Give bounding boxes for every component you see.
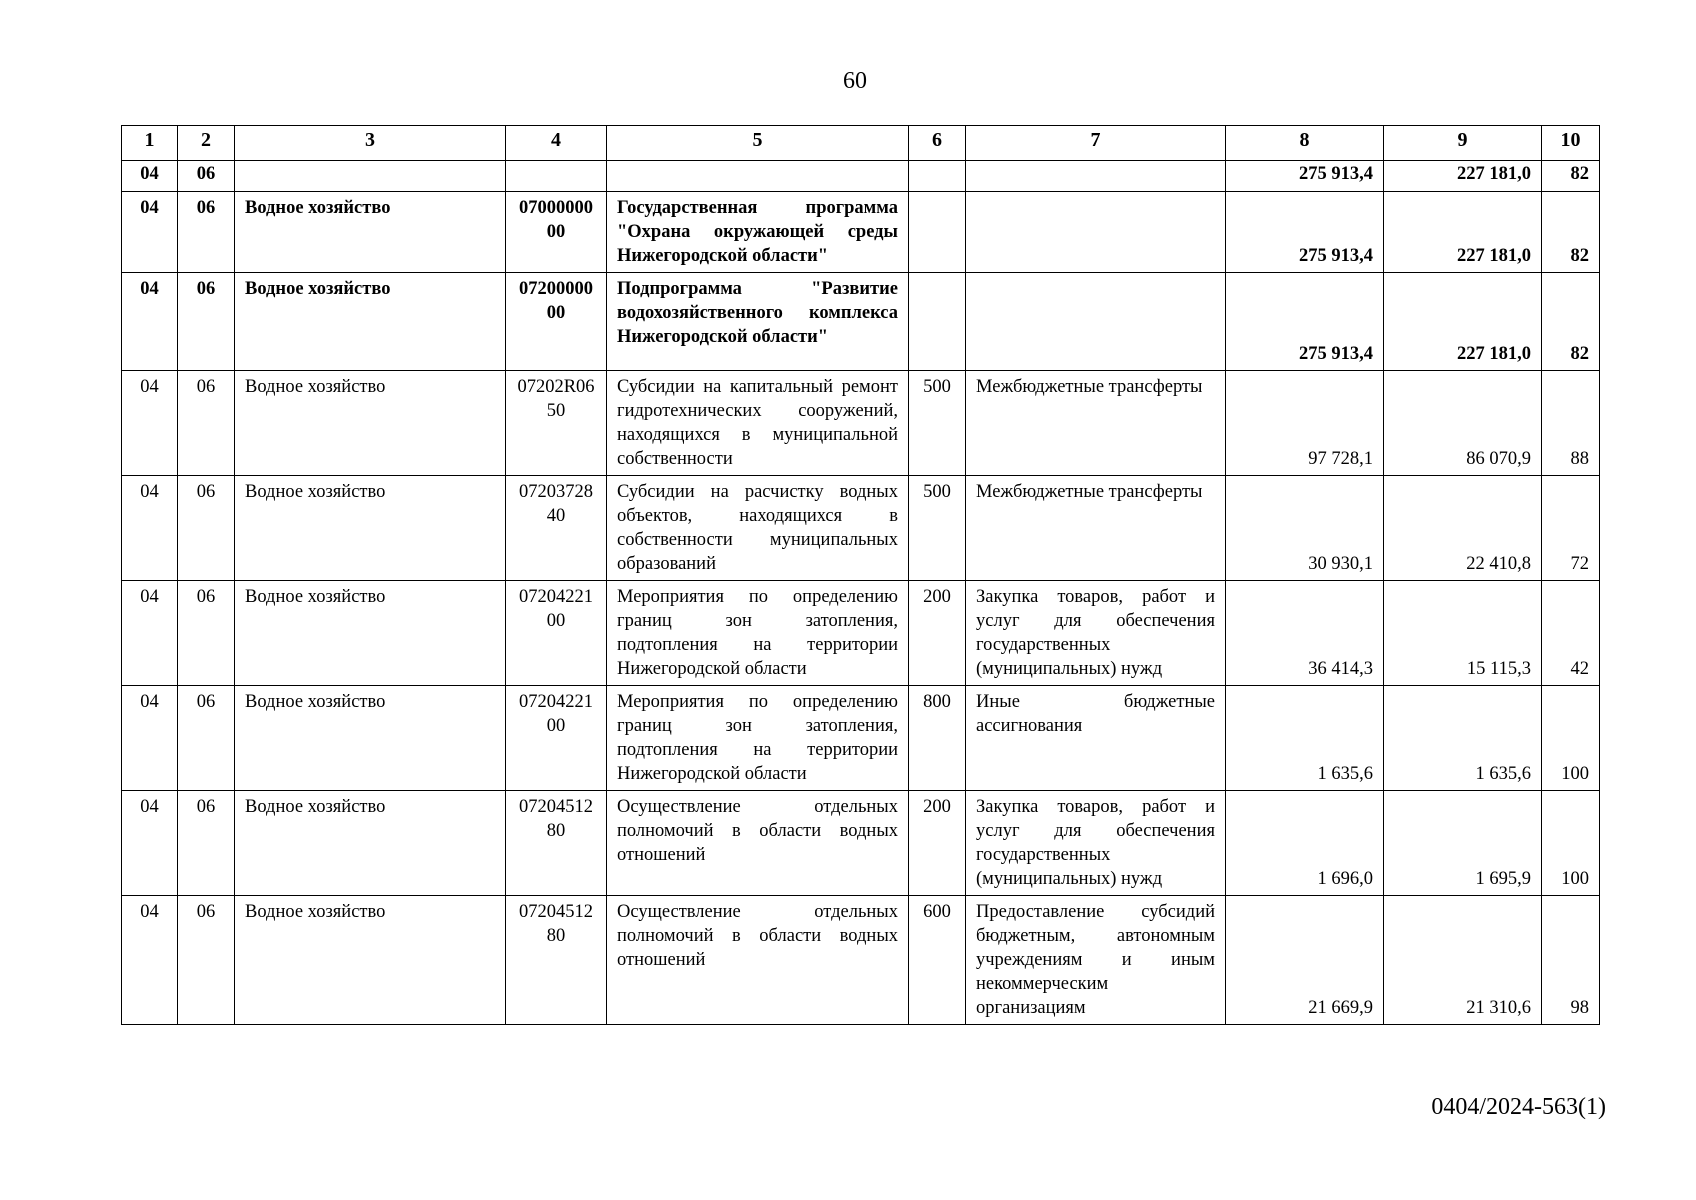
cell-section: 06: [178, 192, 235, 273]
budget-table: [121, 125, 1600, 1025]
page-number: 60: [843, 68, 867, 94]
cell-plan-amount: 36 414,3: [1226, 581, 1384, 686]
cell-actual-amount: 15 115,3: [1384, 581, 1542, 686]
cell-type: Субсидии на расчистку водных объектов, находящихся в собственности муниципальных образований: [607, 476, 909, 581]
cell-section: 06: [178, 476, 235, 581]
cell-purpose: 0720451280: [506, 791, 607, 896]
cell-plan-amount: 21 669,9: [1226, 896, 1384, 1025]
cell-plan-amount: 30 930,1: [1226, 476, 1384, 581]
col-header-3: 3: [235, 126, 506, 161]
cell-execution-percent: 100: [1542, 791, 1600, 896]
cell-ministry-code: Водное хозяйство: [235, 791, 506, 896]
document-code: 0404/2024-563(1): [1431, 1094, 1606, 1120]
cell-section: 06: [178, 161, 235, 192]
cell-expense-type: [966, 192, 1226, 273]
cell-section: 04: [122, 791, 178, 896]
cell-ministry-code: [235, 161, 506, 192]
table-row: [122, 371, 1600, 476]
cell-purpose: 07202R0650: [506, 371, 607, 476]
cell-actual-amount: 227 181,0: [1384, 192, 1542, 273]
cell-purpose: [506, 161, 607, 192]
cell-purpose: 0720422100: [506, 686, 607, 791]
table-row: [122, 896, 1600, 1025]
cell-section: 04: [122, 192, 178, 273]
cell-ministry-code: Водное хозяйство: [235, 686, 506, 791]
cell-actual-amount: 1 635,6: [1384, 686, 1542, 791]
cell-type: Осуществление отдельных полномочий в области водных отношений: [607, 791, 909, 896]
table-row: [122, 192, 1600, 273]
cell-expense-type: Закупка товаров, работ и услуг для обеспечения государственных (муниципальных) нужд: [966, 581, 1226, 686]
cell-plan-amount: 97 728,1: [1226, 371, 1384, 476]
cell-expense-type: [966, 273, 1226, 371]
cell-type: Мероприятия по определению границ зон затопления, подтопления на территории Нижегородской области: [607, 686, 909, 791]
cell-type: Государственная программа "Охрана окружающей среды Нижегородской области": [607, 192, 909, 273]
cell-purpose: 0700000000: [506, 192, 607, 273]
cell-section: 04: [122, 161, 178, 192]
table-row: [122, 476, 1600, 581]
cell-purpose: 0720451280: [506, 896, 607, 1025]
cell-expense-type: Закупка товаров, работ и услуг для обеспечения государственных (муниципальных) нужд: [966, 791, 1226, 896]
cell-ministry-code: Водное хозяйство: [235, 476, 506, 581]
cell-execution-percent: 82: [1542, 273, 1600, 371]
table-row: [122, 686, 1600, 791]
cell-execution-percent: 82: [1542, 192, 1600, 273]
cell-expense-type: Предоставление субсидий бюджетным, автономным учреждениям и иным некоммерческим организациям: [966, 896, 1226, 1025]
cell-plan-amount: 275 913,4: [1226, 192, 1384, 273]
cell-expense-type: Иные бюджетные ассигнования: [966, 686, 1226, 791]
cell-type: Осуществление отдельных полномочий в области водных отношений: [607, 896, 909, 1025]
cell-section: 04: [122, 581, 178, 686]
cell-section: 06: [178, 791, 235, 896]
col-header-5: 5: [607, 126, 909, 161]
cell-section: 06: [178, 273, 235, 371]
cell-type: [607, 161, 909, 192]
cell-ministry-code: Водное хозяйство: [235, 371, 506, 476]
cell-section: 06: [178, 371, 235, 476]
col-header-8: 8: [1226, 126, 1384, 161]
cell-ministry-code: Водное хозяйство: [235, 273, 506, 371]
col-header-9: 9: [1384, 126, 1542, 161]
cell-budget-code: 500: [909, 371, 966, 476]
cell-section: 04: [122, 371, 178, 476]
cell-actual-amount: 1 695,9: [1384, 791, 1542, 896]
table-row: [122, 161, 1600, 192]
cell-execution-percent: 82: [1542, 161, 1600, 192]
cell-execution-percent: 100: [1542, 686, 1600, 791]
cell-purpose: 0720372840: [506, 476, 607, 581]
col-header-4: 4: [506, 126, 607, 161]
cell-section: 06: [178, 581, 235, 686]
cell-section: 06: [178, 896, 235, 1025]
cell-actual-amount: 21 310,6: [1384, 896, 1542, 1025]
cell-expense-type: Межбюджетные трансферты: [966, 476, 1226, 581]
col-header-7: 7: [966, 126, 1226, 161]
table-row: [122, 581, 1600, 686]
col-header-1: 1: [122, 126, 178, 161]
cell-budget-code: [909, 192, 966, 273]
cell-type: Субсидии на капитальный ремонт гидротехнических сооружений, находящихся в муниципальной собственности: [607, 371, 909, 476]
cell-section: 04: [122, 896, 178, 1025]
cell-budget-code: 800: [909, 686, 966, 791]
col-header-6: 6: [909, 126, 966, 161]
col-header-10: 10: [1542, 126, 1600, 161]
cell-budget-code: [909, 161, 966, 192]
cell-section: 04: [122, 476, 178, 581]
cell-execution-percent: 98: [1542, 896, 1600, 1025]
cell-budget-code: 200: [909, 581, 966, 686]
cell-expense-type: [966, 161, 1226, 192]
cell-section: 04: [122, 686, 178, 791]
cell-section: 04: [122, 273, 178, 371]
cell-ministry-code: Водное хозяйство: [235, 192, 506, 273]
cell-execution-percent: 72: [1542, 476, 1600, 581]
cell-actual-amount: 22 410,8: [1384, 476, 1542, 581]
table-row: [122, 791, 1600, 896]
cell-purpose: 0720000000: [506, 273, 607, 371]
cell-actual-amount: 86 070,9: [1384, 371, 1542, 476]
cell-plan-amount: 275 913,4: [1226, 273, 1384, 371]
cell-purpose: 0720422100: [506, 581, 607, 686]
cell-budget-code: 200: [909, 791, 966, 896]
cell-expense-type: Межбюджетные трансферты: [966, 371, 1226, 476]
col-header-2: 2: [178, 126, 235, 161]
cell-ministry-code: Водное хозяйство: [235, 896, 506, 1025]
cell-actual-amount: 227 181,0: [1384, 161, 1542, 192]
cell-execution-percent: 42: [1542, 581, 1600, 686]
cell-budget-code: 600: [909, 896, 966, 1025]
cell-type: Мероприятия по определению границ зон затопления, подтопления на территории Нижегородской области: [607, 581, 909, 686]
header-row: [122, 126, 1600, 161]
cell-execution-percent: 88: [1542, 371, 1600, 476]
cell-ministry-code: Водное хозяйство: [235, 581, 506, 686]
cell-plan-amount: 1 696,0: [1226, 791, 1384, 896]
cell-plan-amount: 275 913,4: [1226, 161, 1384, 192]
table-row: [122, 273, 1600, 371]
cell-budget-code: 500: [909, 476, 966, 581]
cell-type: Подпрограмма "Развитие водохозяйственного комплекса Нижегородской области": [607, 273, 909, 371]
cell-plan-amount: 1 635,6: [1226, 686, 1384, 791]
cell-budget-code: [909, 273, 966, 371]
cell-section: 06: [178, 686, 235, 791]
cell-actual-amount: 227 181,0: [1384, 273, 1542, 371]
